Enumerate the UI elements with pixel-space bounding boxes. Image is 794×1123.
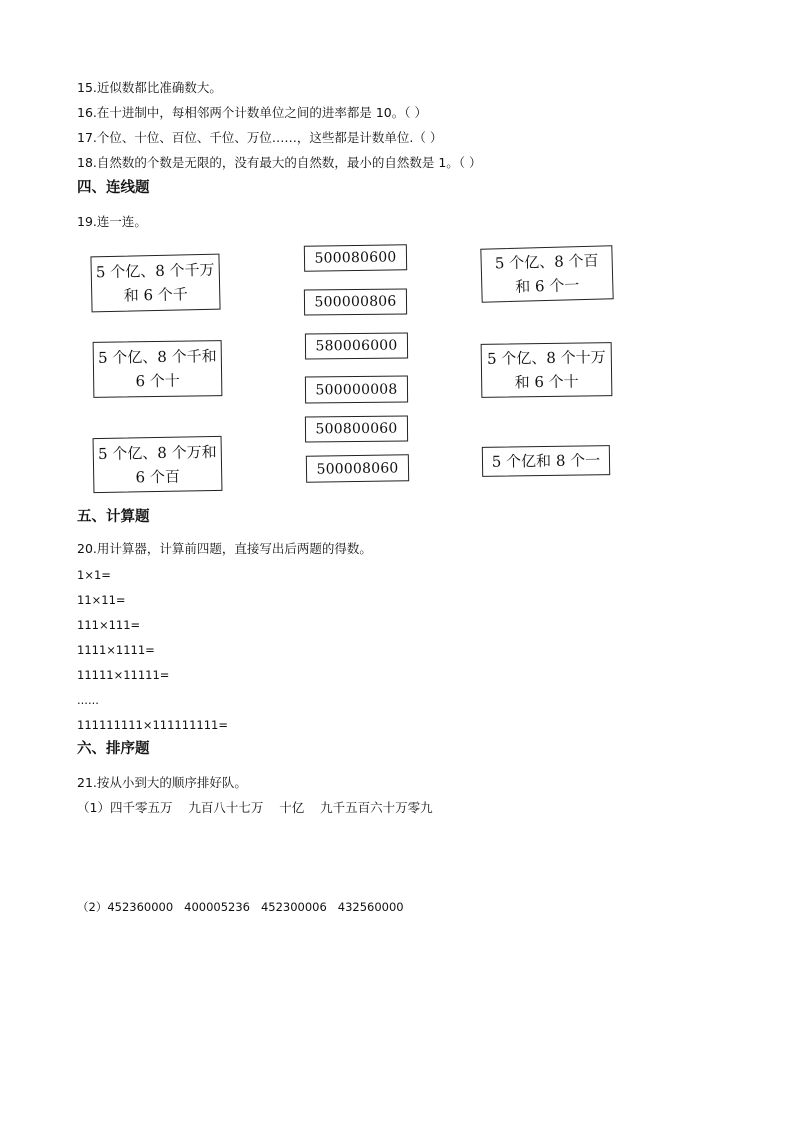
number-box-2[interactable]: 500000806 — [304, 288, 407, 315]
right-box-1-line1: 5 个亿、8 个百 — [494, 251, 599, 273]
left-box-1-line1: 5 个亿、8 个千万 — [95, 260, 215, 282]
question-21-part-1: （1）四千零五万 九百八十七万 十亿 九千五百六十万零九 — [77, 800, 433, 815]
question-17: 17.个位、十位、百位、千位、万位……，这些都是计数单位.（ ） — [77, 130, 443, 145]
calc-line-5: 11111×11111= — [77, 668, 170, 682]
right-box-2[interactable] — [481, 342, 613, 398]
right-box-1[interactable] — [480, 245, 613, 302]
question-16: 16.在十进制中，每相邻两个计数单位之间的进率都是 10。（ ） — [77, 105, 427, 120]
right-box-2-line1: 5 个亿、8 个十万 — [486, 348, 606, 368]
section-heading-calculation: 五、计算题 — [77, 509, 150, 525]
right-box-1-line2: 和 6 个一 — [515, 276, 580, 296]
question-15: 15.近似数都比准确数大。 — [77, 80, 222, 95]
left-box-3[interactable] — [93, 436, 223, 493]
calc-line-3: 111×111= — [77, 618, 141, 632]
number-box-4[interactable]: 500000008 — [305, 376, 408, 404]
right-box-3-line1: 5 个亿和 8 个一 — [491, 451, 601, 471]
question-18: 18.自然数的个数是无限的，没有最大的自然数，最小的自然数是 1。（ ） — [77, 155, 482, 170]
left-box-2[interactable] — [93, 340, 223, 398]
question-19: 19.连一连。 — [77, 214, 147, 229]
left-box-3-line1: 5 个亿、8 个万和 — [97, 442, 217, 463]
left-box-2-line2: 6 个十 — [135, 371, 180, 391]
calc-line-1: 1×1= — [77, 568, 111, 582]
calc-line-2: 11×11= — [77, 593, 126, 607]
question-20: 20.用计算器，计算前四题，直接写出后两题的得数。 — [77, 541, 372, 556]
section-heading-matching: 四、连线题 — [77, 180, 150, 196]
calc-line-ellipsis: ...... — [77, 693, 99, 707]
calc-line-4: 1111×1111= — [77, 643, 155, 657]
number-box-3[interactable]: 580006000 — [305, 333, 408, 360]
number-box-6[interactable]: 500008060 — [306, 454, 409, 482]
calc-line-6: 111111111×111111111= — [77, 718, 228, 732]
left-box-1[interactable] — [90, 254, 220, 313]
left-box-3-line2: 6 个百 — [135, 467, 181, 486]
number-box-5[interactable]: 500800060 — [305, 416, 408, 443]
right-box-3[interactable] — [482, 445, 610, 477]
left-box-1-line2: 和 6 个千 — [123, 285, 188, 305]
question-21-part-2: （2）452360000 400005236 452300006 432560000 — [77, 900, 404, 914]
number-box-1[interactable]: 500080600 — [304, 244, 407, 271]
right-box-2-line2: 和 6 个十 — [514, 372, 579, 392]
section-heading-ordering: 六、排序题 — [77, 741, 150, 757]
question-21: 21.按从小到大的顺序排好队。 — [77, 775, 247, 790]
left-box-2-line1: 5 个亿、8 个千和 — [97, 347, 217, 367]
